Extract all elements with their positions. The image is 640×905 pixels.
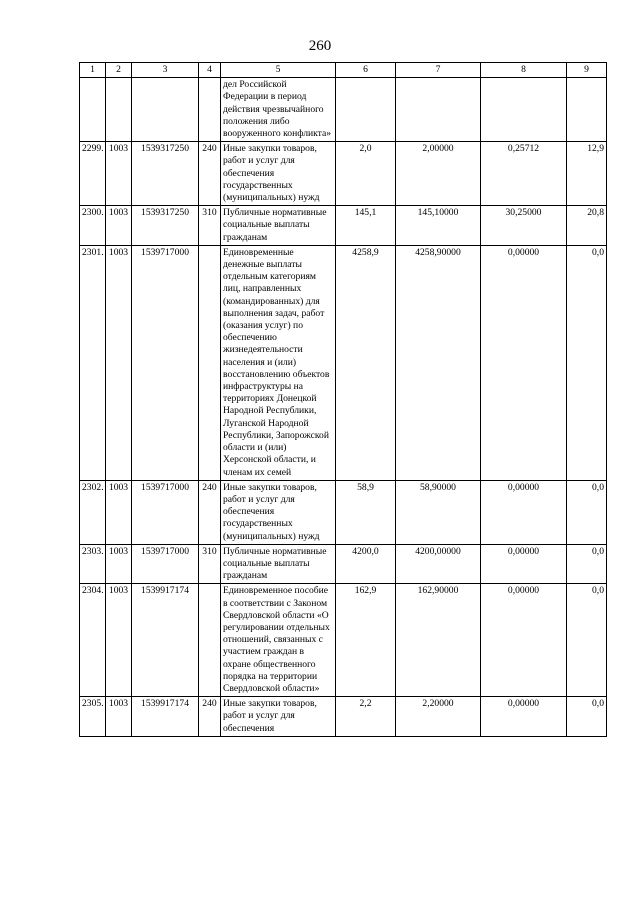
cell-col9: 12,9 bbox=[567, 142, 607, 206]
cell-col6 bbox=[336, 78, 396, 142]
section-code: 1003 bbox=[106, 697, 132, 737]
cell-col8: 0,00000 bbox=[481, 480, 567, 544]
column-header: 8 bbox=[481, 63, 567, 78]
column-header: 9 bbox=[567, 63, 607, 78]
cell-col7: 145,10000 bbox=[396, 206, 481, 246]
column-header: 4 bbox=[199, 63, 221, 78]
column-header: 1 bbox=[80, 63, 106, 78]
cell-col9: 0,0 bbox=[567, 584, 607, 697]
table-row bbox=[80, 584, 607, 697]
expense-type-code bbox=[199, 584, 221, 697]
table-row bbox=[80, 544, 607, 584]
row-name: Единовременные денежные выплаты отдельным категориям лиц, направленных (командированных) для выполнения задач, работ (оказания услуг) по обеспечению жизнедеятельности населения и (или) восстановлению объектов инфраструктуры на территориях Донецкой Народной Республики, Луганской Народной Республики, Запорожской области и (или) Херсонской области, и членам их семей bbox=[221, 245, 336, 480]
expense-type-code bbox=[199, 78, 221, 142]
table-row bbox=[80, 697, 607, 737]
cell-col9: 0,0 bbox=[567, 480, 607, 544]
page-number: 260 bbox=[308, 38, 332, 54]
section-code: 1003 bbox=[106, 584, 132, 697]
row-name: дел Российской Федерации в период действия чрезвычайного положения либо вооруженного конфликта» bbox=[221, 78, 336, 142]
cell-col9: 0,0 bbox=[567, 697, 607, 737]
row-number: 2300. bbox=[80, 206, 106, 246]
row-number: 2305. bbox=[80, 697, 106, 737]
target-code: 1539317250 bbox=[132, 142, 199, 206]
row-name: Иные закупки товаров, работ и услуг для обеспечения государственных (муниципальных) нужд bbox=[221, 480, 336, 544]
cell-col9: 20,8 bbox=[567, 206, 607, 246]
section-code bbox=[106, 78, 132, 142]
row-number bbox=[80, 78, 106, 142]
section-code: 1003 bbox=[106, 480, 132, 544]
row-number: 2303. bbox=[80, 544, 106, 584]
cell-col6: 4258,9 bbox=[336, 245, 396, 480]
cell-col8: 0,25712 bbox=[481, 142, 567, 206]
expense-type-code: 310 bbox=[199, 206, 221, 246]
cell-col8: 0,00000 bbox=[481, 245, 567, 480]
column-header: 5 bbox=[221, 63, 336, 78]
cell-col7: 58,90000 bbox=[396, 480, 481, 544]
cell-col8: 0,00000 bbox=[481, 544, 567, 584]
row-name: Иные закупки товаров, работ и услуг для обеспечения bbox=[221, 697, 336, 737]
row-name: Единовременное пособие в соответствии с Законом Свердловской области «О регулировании отдельных отношений, связанных с участием граждан в охране общественного порядка на территории Свердловской области» bbox=[221, 584, 336, 697]
table-row bbox=[80, 206, 607, 246]
column-header: 6 bbox=[336, 63, 396, 78]
cell-col6: 2,0 bbox=[336, 142, 396, 206]
section-code: 1003 bbox=[106, 206, 132, 246]
target-code: 1539717000 bbox=[132, 245, 199, 480]
cell-col8: 0,00000 bbox=[481, 697, 567, 737]
table-header-row bbox=[80, 63, 607, 78]
row-name: Публичные нормативные социальные выплаты гражданам bbox=[221, 206, 336, 246]
section-code: 1003 bbox=[106, 142, 132, 206]
column-header: 7 bbox=[396, 63, 481, 78]
cell-col7: 162,90000 bbox=[396, 584, 481, 697]
budget-table bbox=[79, 62, 607, 737]
table-row bbox=[80, 142, 607, 206]
table-row bbox=[80, 78, 607, 142]
cell-col9: 0,0 bbox=[567, 544, 607, 584]
table-row bbox=[80, 480, 607, 544]
cell-col6: 162,9 bbox=[336, 584, 396, 697]
row-name: Иные закупки товаров, работ и услуг для обеспечения государственных (муниципальных) нужд bbox=[221, 142, 336, 206]
section-code: 1003 bbox=[106, 245, 132, 480]
cell-col7: 4200,00000 bbox=[396, 544, 481, 584]
cell-col8: 30,25000 bbox=[481, 206, 567, 246]
target-code: 1539717000 bbox=[132, 544, 199, 584]
expense-type-code: 310 bbox=[199, 544, 221, 584]
cell-col6: 145,1 bbox=[336, 206, 396, 246]
target-code: 1539917174 bbox=[132, 584, 199, 697]
row-number: 2301. bbox=[80, 245, 106, 480]
section-code: 1003 bbox=[106, 544, 132, 584]
row-number: 2299. bbox=[80, 142, 106, 206]
cell-col6: 4200,0 bbox=[336, 544, 396, 584]
cell-col6: 2,2 bbox=[336, 697, 396, 737]
cell-col9 bbox=[567, 78, 607, 142]
row-number: 2304. bbox=[80, 584, 106, 697]
column-header: 3 bbox=[132, 63, 199, 78]
target-code: 1539717000 bbox=[132, 480, 199, 544]
row-name: Публичные нормативные социальные выплаты гражданам bbox=[221, 544, 336, 584]
cell-col8: 0,00000 bbox=[481, 584, 567, 697]
cell-col7: 2,00000 bbox=[396, 142, 481, 206]
expense-type-code: 240 bbox=[199, 697, 221, 737]
target-code: 1539317250 bbox=[132, 206, 199, 246]
column-header: 2 bbox=[106, 63, 132, 78]
target-code bbox=[132, 78, 199, 142]
cell-col6: 58,9 bbox=[336, 480, 396, 544]
expense-type-code: 240 bbox=[199, 480, 221, 544]
cell-col7 bbox=[396, 78, 481, 142]
table-row bbox=[80, 245, 607, 480]
cell-col8 bbox=[481, 78, 567, 142]
cell-col7: 2,20000 bbox=[396, 697, 481, 737]
target-code: 1539917174 bbox=[132, 697, 199, 737]
expense-type-code: 240 bbox=[199, 142, 221, 206]
row-number: 2302. bbox=[80, 480, 106, 544]
cell-col7: 4258,90000 bbox=[396, 245, 481, 480]
expense-type-code bbox=[199, 245, 221, 480]
cell-col9: 0,0 bbox=[567, 245, 607, 480]
